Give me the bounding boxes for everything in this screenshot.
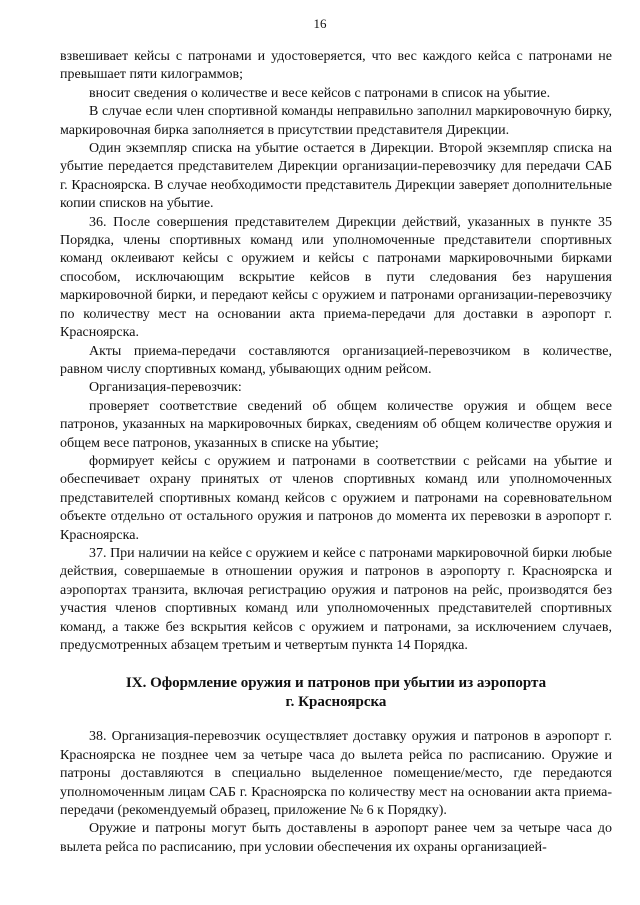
page-number: 16 bbox=[313, 16, 327, 31]
paragraph: В случае если член спортивной команды неправильно заполнил маркировочную бирку, маркировочная бирка заполняется в присутствии представителя Дирекции. bbox=[60, 104, 612, 138]
section-heading-line-2: г. Красноярска bbox=[285, 694, 387, 711]
paragraph: Один экземпляр списка на убытие остается в Дирекции. Второй экземпляр списка на убытие передается представителем Дирекции организации-перевозчику для передачи САБ г. Красноярска. В случае необходимости представитель Дирекции заверяет дополнительные копии списков на убытие. bbox=[60, 141, 612, 212]
paragraph: 36. После совершения представителем Дирекции действий, указанных в пункте 35 Порядка, члены спортивных команд или уполномоченные представители спортивных команд оклеивают кейсы с оружием и кейсы с патронами маркировочными бирками способом, исключающим вскрытие кейсов в пути следования без нарушения маркировочной бирки, и передают кейсы с оружием и патронами организации-перевозчику по количеству мест на основании акта приема-передачи для доставки в аэропорт г. Красноярска. bbox=[60, 214, 612, 341]
paragraph: Оружие и патроны могут быть доставлены в аэропорт ранее чем за четыре часа до вылета рейса по расписанию, при условии обеспечения их охраны организацией- bbox=[60, 821, 612, 855]
paragraph: формирует кейсы с оружием и патронами в соответствии с рейсами на убытие и обеспечивает охрану принятых от членов спортивных команд или уполномоченных представителей спортивных команд кейсов с оружием и патронами на соревновательном объекте отдельно от остального оружия и патронов до момента их перевозки в аэропорт г. Красноярска. bbox=[60, 453, 612, 543]
paragraph: проверяет соответствие сведений об общем количестве оружия и общем весе патронов, указанных на маркировочных бирках, сведениям об общем количестве оружия и общем весе патронов, указанных в списке на убытие; bbox=[60, 398, 612, 451]
paragraph: Организация-перевозчик: bbox=[89, 380, 242, 396]
bottom-paragraphs bbox=[60, 728, 612, 857]
top-paragraphs bbox=[60, 48, 612, 655]
paragraph: 38. Организация-перевозчик осуществляет доставку оружия и патронов в аэропорт г. Красноярска не позднее чем за четыре часа до вылета рейса по расписанию. Оружие и патроны доставляются в специально выделенное помещение/место, где передаются уполномоченным лицам САБ г. Красноярска по количеству мест на основании акта приема-передачи (рекомендуемый образец, приложение № 6 к Порядку). bbox=[60, 729, 612, 819]
section-heading bbox=[60, 674, 612, 712]
paragraph: 37. При наличии на кейсе с оружием и кейсе с патронами маркировочной бирки любые действия, совершаемые в отношении оружия и патронов в аэропорту г. Красноярска и аэропортах транзита, включая регистрацию оружия и патронов на рейс, производятся без участия членов спортивных команд или уполномоченных представителей спортивных команд, а также без вскрытия кейсов с оружием и патронами, за исключением случаев, предусмотренных абзацем третьим и четвертым пункта 14 Порядка. bbox=[60, 545, 612, 653]
paragraph: Акты приема-передачи составляются организацией-перевозчиком в количестве, равном числу спортивных команд, убывающих одним рейсом. bbox=[60, 343, 612, 377]
paragraph: взвешивает кейсы с патронами и удостоверяется, что вес каждого кейса с патронами не превышает пяти килограммов; bbox=[60, 49, 612, 83]
paragraph: вносит сведения о количестве и весе кейсов с патронами в список на убытие. bbox=[89, 85, 551, 101]
section-heading-line-1: IX. Оформление оружия и патронов при убытии из аэропорта bbox=[125, 675, 547, 692]
document-body bbox=[60, 48, 612, 857]
